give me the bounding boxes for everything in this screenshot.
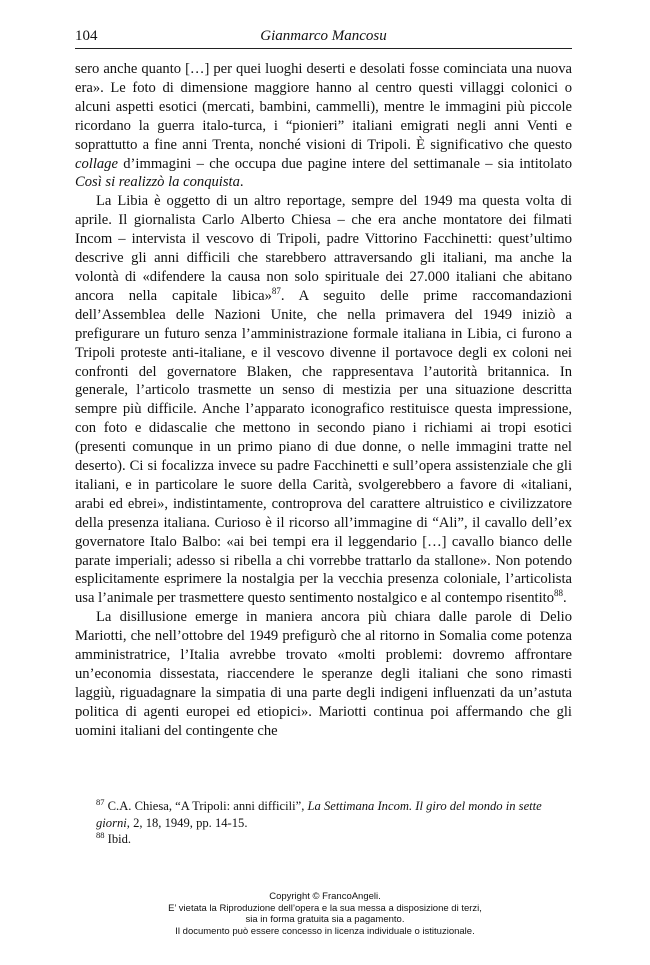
footnote-88: $^{88}$ Ibid. — [96, 829, 132, 846]
footnote-ref-87: 87 — [271, 286, 281, 297]
footnote-87: $^{87}$ C.A. Chiesa, “A Tripoli: anni difficili”, La Settimana Incom. Il giro del mondo in sette giorni, 2, 18, 1949, pp. 14-15. — [96, 796, 542, 830]
page-number: 104 — [75, 28, 98, 44]
body-text — [75, 60, 572, 741]
footnote-ref-88: 88 — [554, 588, 564, 599]
page-header — [75, 28, 572, 49]
paragraph-1: sero anche quanto […] per quei luoghi deserti e desolati fosse cominciata una nuova era». Le foto di dimensione maggiore hanno al centro questi villaggi colonici o alcuni aspetti esotici (mercati, bambini, cammelli), mentre le immagini più piccole ricordano la guerra italo-turca, i “pionieri” italiani emigrati negli anni Venti e soprattutto a fine anni Trenta, nonché visioni di Tripoli. È significativo che questo collage d’immagini – che occupa due pagine intere del settimanale – sia intitolato Così si realizzò la conquista. — [75, 61, 572, 191]
paragraph-2: La Libia è oggetto di un altro reportage, sempre del 1949 ma questa volta di aprile. Il giornalista Carlo Alberto Chiesa – che era anche montatore dei filmati Incom – intervista il vescovo di Tripoli, padre Vittorino Facchinetti: quest’ultimo descrive gli anni difficili che starebbero attraversando gli italiani, ma anche la volontà di «difendere la causa non solo spirituale dei 27.000 italiani che abitano ancora nella capitale libica»$^{87}$. A seguito delle prime raccomandazioni dell’Assemblea delle Nazioni Unite, che nella primavera del 1949 iniziò a prefigurare un futuro senza l’amministrazione formale italiana in Libia, ci furono a Tripoli proteste anti-italiane, e il vescovo divenne il portavoce degli ex coloni nei confronti del governatore Blaken, che rappresentava l’autorità britannica. In generale, l’articolo trasmette un senso di mestizia per una situazione descritta sempre più difficile. Anche l’apparato iconografico restituisce questa impressione, con foto e didascalie che mettono in secondo piano i richiami ai tropi esotici (presenti comunque in un primo piano di due donne, o nelle immagini tratte nel deserto). Ci si focalizza invece su padre Facchinetti e sull’opera assistenziale che gli italiani, e in particolare le suore della Carità, svolgerebbero a favore di «italiani, arabi ed ebrei», indistintamente, controprova del carattere altruistico e civilizzatore della presenza italiana. Curioso è il ricorso all’immagine di “Ali”, il cavallo dell’ex governatore Italo Balbo: «ai bei tempi era il leggendario […] cavallo bianco delle parate imperiali; adesso si ribella a chi vorrebbe trattarlo da stallone». Non potendo esplicitamente esprimere la nostalgia per la vecchia presenza coloniale, l’articolista usa l’animale per trasmettere questo sentimento nostalgico e al contempo risentito$^{88}$. — [75, 193, 572, 607]
running-head-author: Gianmarco Mancosu — [260, 28, 387, 44]
footnotes — [75, 798, 572, 848]
copyright-notice: Copyright © FrancoAngeli. E’ vietata la Riproduzione dell’opera e la sua messa a disposizione di terzi, sia in forma gratuita sia a pagamento. Il documento può essere concesso in licenza individuale o istituzionale. — [168, 891, 482, 937]
paragraph-3: La disillusione emerge in maniera ancora più chiara dalle parole di Delio Mariotti, che nell’ottobre del 1949 prefigurò che al ritorno in Somalia come potenza amministratrice, l’Italia avrebbe trovato «molti problemi: dovremo affrontare un’economia dissestata, riaccendere le speranze degli italiani che sono rimasti laggiù, riguadagnare la simpatia di una parte degli indigeni influenzati da un’astuta politica di agenti europei ed etiopici». Mariotti continua poi affermando che gli uomini italiani del contingente che — [75, 609, 572, 739]
